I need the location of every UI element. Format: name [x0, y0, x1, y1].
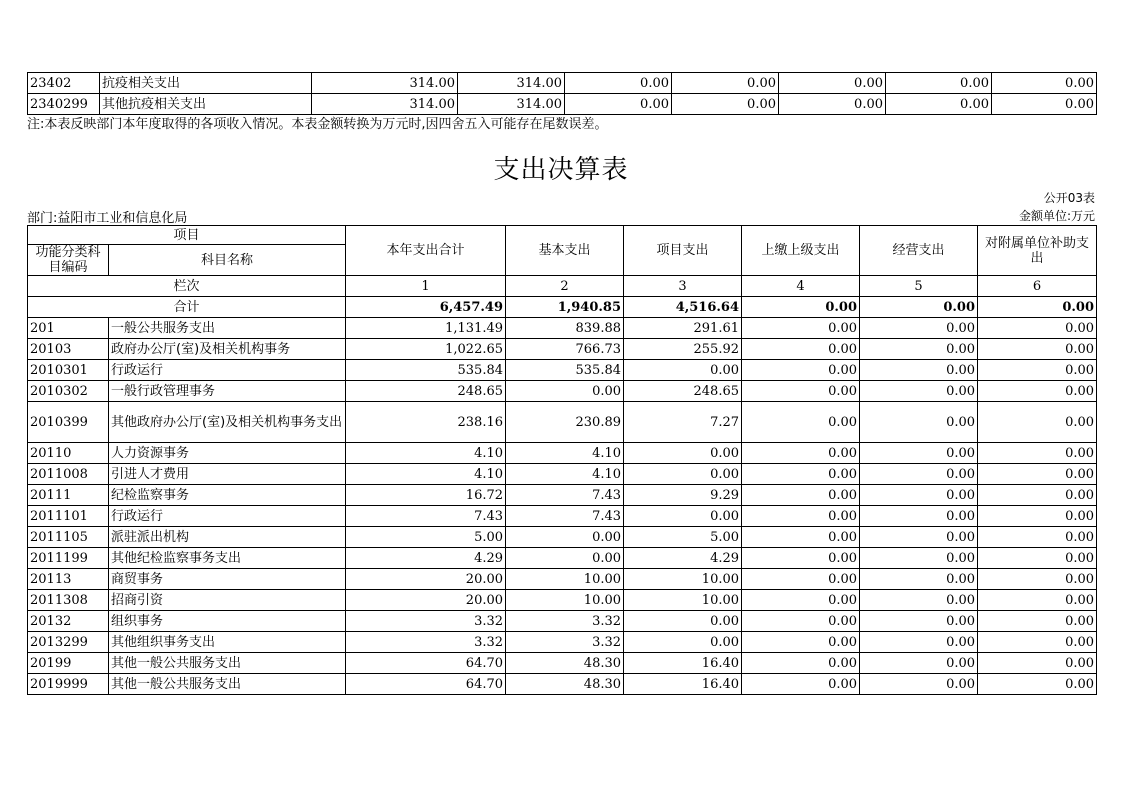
- row-value: 535.84: [346, 360, 506, 381]
- total-value: 0.00: [860, 297, 978, 318]
- row-code: 20110: [28, 443, 109, 464]
- row-code: 2011105: [28, 527, 109, 548]
- row-value: 0.00: [565, 94, 672, 115]
- row-value: 0.00: [742, 506, 860, 527]
- table-row: [28, 402, 1097, 443]
- table-row: [28, 527, 1097, 548]
- table-row: [28, 590, 1097, 611]
- row-value: 4.10: [506, 464, 624, 485]
- row-value: 5.00: [346, 527, 506, 548]
- total-value: 4,516.64: [624, 297, 742, 318]
- column-number: 1: [346, 276, 506, 297]
- row-value: 0.00: [860, 674, 978, 695]
- table-row: [28, 611, 1097, 632]
- row-value: 0.00: [860, 381, 978, 402]
- row-value: 535.84: [506, 360, 624, 381]
- row-value: 0.00: [624, 506, 742, 527]
- row-value: 0.00: [742, 318, 860, 339]
- row-value: 1,131.49: [346, 318, 506, 339]
- expenditure-table-body: [28, 318, 1097, 695]
- row-value: 0.00: [992, 73, 1097, 94]
- row-value: 0.00: [978, 381, 1097, 402]
- header-col-1: 本年支出合计: [346, 226, 506, 276]
- row-value: 314.00: [312, 94, 458, 115]
- row-value: 0.00: [978, 569, 1097, 590]
- table-row: [28, 464, 1097, 485]
- table-row: [28, 674, 1097, 695]
- total-value: 0.00: [742, 297, 860, 318]
- row-subject-name: 其他一般公共服务支出: [109, 653, 346, 674]
- row-value: 0.00: [886, 73, 992, 94]
- row-value: 0.00: [742, 548, 860, 569]
- table-row: [28, 360, 1097, 381]
- row-value: 0.00: [779, 73, 886, 94]
- row-value: 0.00: [742, 632, 860, 653]
- row-value: 4.10: [346, 464, 506, 485]
- table-note: 注:本表反映部门本年度取得的各项收入情况。本表金额转换为万元时,因四舍五入可能存在尾数误差。: [27, 117, 608, 132]
- table-row: [28, 485, 1097, 506]
- total-row: [28, 297, 1097, 318]
- row-value: 0.00: [742, 611, 860, 632]
- row-value: 3.32: [506, 632, 624, 653]
- table-row: [28, 443, 1097, 464]
- table-row: [28, 381, 1097, 402]
- header-subject-name: 科目名称: [109, 245, 346, 276]
- row-value: 0.00: [565, 73, 672, 94]
- form-code: 公开03表: [1043, 191, 1095, 205]
- row-value: 0.00: [860, 569, 978, 590]
- total-value: 1,940.85: [506, 297, 624, 318]
- row-value: 0.00: [978, 632, 1097, 653]
- row-subject-name: 引进人才费用: [109, 464, 346, 485]
- row-value: 7.27: [624, 402, 742, 443]
- row-value: 0.00: [978, 506, 1097, 527]
- header-col-6: 对附属单位补助支出: [978, 226, 1097, 276]
- row-value: 0.00: [860, 527, 978, 548]
- row-subject-name: 其他组织事务支出: [109, 632, 346, 653]
- header-item: 项目: [28, 226, 346, 245]
- row-code: 20132: [28, 611, 109, 632]
- row-value: 0.00: [506, 527, 624, 548]
- table-row: [28, 548, 1097, 569]
- row-code: 20113: [28, 569, 109, 590]
- row-code: 2340299: [28, 94, 100, 115]
- row-value: 4.29: [624, 548, 742, 569]
- row-value: 0.00: [742, 674, 860, 695]
- row-value: 248.65: [346, 381, 506, 402]
- row-code: 2011308: [28, 590, 109, 611]
- row-value: 10.00: [624, 569, 742, 590]
- column-number: 4: [742, 276, 860, 297]
- row-value: 0.00: [742, 590, 860, 611]
- row-value: 314.00: [312, 73, 458, 94]
- row-value: 0.00: [742, 527, 860, 548]
- table-row: [28, 569, 1097, 590]
- row-code: 2011101: [28, 506, 109, 527]
- row-value: 0.00: [978, 402, 1097, 443]
- row-value: 3.32: [506, 611, 624, 632]
- row-value: 4.10: [346, 443, 506, 464]
- row-value: 0.00: [860, 443, 978, 464]
- row-value: 7.43: [506, 485, 624, 506]
- row-value: 4.10: [506, 443, 624, 464]
- row-value: 0.00: [978, 590, 1097, 611]
- row-code: 20111: [28, 485, 109, 506]
- table-row: [28, 318, 1097, 339]
- total-value: 6,457.49: [346, 297, 506, 318]
- row-code: 2011008: [28, 464, 109, 485]
- header-col-4: 上缴上级支出: [742, 226, 860, 276]
- row-value: 7.43: [506, 506, 624, 527]
- header-col-3: 项目支出: [624, 226, 742, 276]
- row-value: 0.00: [860, 653, 978, 674]
- row-value: 64.70: [346, 674, 506, 695]
- row-code: 2011199: [28, 548, 109, 569]
- row-subject-name: 人力资源事务: [109, 443, 346, 464]
- header-col-2: 基本支出: [506, 226, 624, 276]
- row-value: 0.00: [860, 464, 978, 485]
- row-value: 255.92: [624, 339, 742, 360]
- row-value: 48.30: [506, 674, 624, 695]
- column-number-row: [28, 276, 1097, 297]
- row-code: 23402: [28, 73, 100, 94]
- table-row: [28, 632, 1097, 653]
- row-value: 16.40: [624, 653, 742, 674]
- row-code: 20103: [28, 339, 109, 360]
- header-col-5: 经营支出: [860, 226, 978, 276]
- prev-income-table: [27, 72, 1097, 115]
- row-value: 0.00: [624, 611, 742, 632]
- expenditure-table: [27, 225, 1097, 695]
- row-value: 0.00: [624, 632, 742, 653]
- table-row: [28, 73, 1097, 94]
- row-code: 2010399: [28, 402, 109, 443]
- table-row: [28, 506, 1097, 527]
- row-value: 20.00: [346, 590, 506, 611]
- row-value: 0.00: [978, 674, 1097, 695]
- row-value: 0.00: [860, 590, 978, 611]
- row-value: 4.29: [346, 548, 506, 569]
- row-subject-name: 行政运行: [109, 506, 346, 527]
- row-value: 10.00: [506, 569, 624, 590]
- column-number: 6: [978, 276, 1097, 297]
- row-value: 0.00: [886, 94, 992, 115]
- column-number: 5: [860, 276, 978, 297]
- row-value: 3.32: [346, 611, 506, 632]
- row-value: 0.00: [742, 402, 860, 443]
- row-value: 16.72: [346, 485, 506, 506]
- row-value: 0.00: [742, 360, 860, 381]
- row-subject-name: 其他抗疫相关支出: [100, 94, 312, 115]
- row-value: 9.29: [624, 485, 742, 506]
- row-value: 0.00: [742, 464, 860, 485]
- row-value: 48.30: [506, 653, 624, 674]
- row-value: 10.00: [506, 590, 624, 611]
- row-value: 0.00: [978, 318, 1097, 339]
- row-subject-name: 其他纪检监察事务支出: [109, 548, 346, 569]
- row-value: 3.32: [346, 632, 506, 653]
- department-label: 部门:益阳市工业和信息化局: [27, 211, 188, 226]
- row-subject-name: 政府办公厅(室)及相关机构事务: [109, 339, 346, 360]
- column-number-label: 栏次: [28, 276, 346, 297]
- row-value: 0.00: [978, 360, 1097, 381]
- row-subject-name: 招商引资: [109, 590, 346, 611]
- row-code: 2010302: [28, 381, 109, 402]
- row-value: 0.00: [742, 653, 860, 674]
- total-value: 0.00: [978, 297, 1097, 318]
- row-value: 0.00: [860, 402, 978, 443]
- row-value: 64.70: [346, 653, 506, 674]
- row-value: 0.00: [860, 360, 978, 381]
- row-value: 0.00: [978, 443, 1097, 464]
- table-row: [28, 653, 1097, 674]
- row-subject-name: 行政运行: [109, 360, 346, 381]
- row-subject-name: 商贸事务: [109, 569, 346, 590]
- header-row-top: [28, 226, 1097, 245]
- row-code: 201: [28, 318, 109, 339]
- row-value: 0.00: [742, 569, 860, 590]
- row-value: 0.00: [742, 485, 860, 506]
- row-value: 230.89: [506, 402, 624, 443]
- page-title: 支出决算表: [493, 155, 629, 185]
- row-subject-name: 一般公共服务支出: [109, 318, 346, 339]
- row-value: 0.00: [860, 485, 978, 506]
- column-number: 3: [624, 276, 742, 297]
- row-value: 839.88: [506, 318, 624, 339]
- table-row: [28, 339, 1097, 360]
- row-value: 10.00: [624, 590, 742, 611]
- row-value: 0.00: [860, 318, 978, 339]
- row-value: 314.00: [458, 94, 565, 115]
- row-value: 0.00: [978, 339, 1097, 360]
- row-value: 238.16: [346, 402, 506, 443]
- row-value: 0.00: [860, 611, 978, 632]
- row-value: 0.00: [978, 653, 1097, 674]
- row-value: 0.00: [860, 548, 978, 569]
- row-code: 20199: [28, 653, 109, 674]
- row-subject-name: 其他政府办公厅(室)及相关机构事务支出: [109, 402, 346, 443]
- row-code: 2013299: [28, 632, 109, 653]
- header-func-code: 功能分类科目编码: [28, 245, 109, 276]
- row-value: 20.00: [346, 569, 506, 590]
- row-value: 7.43: [346, 506, 506, 527]
- row-value: 0.00: [506, 548, 624, 569]
- row-value: 248.65: [624, 381, 742, 402]
- row-value: 5.00: [624, 527, 742, 548]
- row-value: 0.00: [978, 611, 1097, 632]
- row-value: 0.00: [992, 94, 1097, 115]
- row-value: 1,022.65: [346, 339, 506, 360]
- row-value: 0.00: [624, 464, 742, 485]
- row-value: 0.00: [860, 632, 978, 653]
- row-value: 16.40: [624, 674, 742, 695]
- row-value: 0.00: [624, 360, 742, 381]
- row-value: 0.00: [860, 339, 978, 360]
- row-value: 0.00: [672, 94, 779, 115]
- row-value: 291.61: [624, 318, 742, 339]
- row-subject-name: 其他一般公共服务支出: [109, 674, 346, 695]
- table-row: [28, 94, 1097, 115]
- row-value: 314.00: [458, 73, 565, 94]
- row-value: 0.00: [624, 443, 742, 464]
- row-value: 0.00: [506, 381, 624, 402]
- row-value: 0.00: [978, 527, 1097, 548]
- row-value: 0.00: [978, 464, 1097, 485]
- prev-table-body: [28, 73, 1097, 115]
- row-value: 766.73: [506, 339, 624, 360]
- row-subject-name: 派驻派出机构: [109, 527, 346, 548]
- row-code: 2019999: [28, 674, 109, 695]
- row-subject-name: 一般行政管理事务: [109, 381, 346, 402]
- amount-unit-label: 金额单位:万元: [1018, 209, 1095, 223]
- row-value: 0.00: [672, 73, 779, 94]
- row-value: 0.00: [978, 485, 1097, 506]
- row-value: 0.00: [978, 548, 1097, 569]
- row-code: 2010301: [28, 360, 109, 381]
- row-subject-name: 纪检监察事务: [109, 485, 346, 506]
- row-value: 0.00: [742, 339, 860, 360]
- row-subject-name: 抗疫相关支出: [100, 73, 312, 94]
- row-value: 0.00: [742, 381, 860, 402]
- column-number: 2: [506, 276, 624, 297]
- total-label: 合计: [28, 297, 346, 318]
- row-value: 0.00: [860, 506, 978, 527]
- row-value: 0.00: [779, 94, 886, 115]
- row-subject-name: 组织事务: [109, 611, 346, 632]
- row-value: 0.00: [742, 443, 860, 464]
